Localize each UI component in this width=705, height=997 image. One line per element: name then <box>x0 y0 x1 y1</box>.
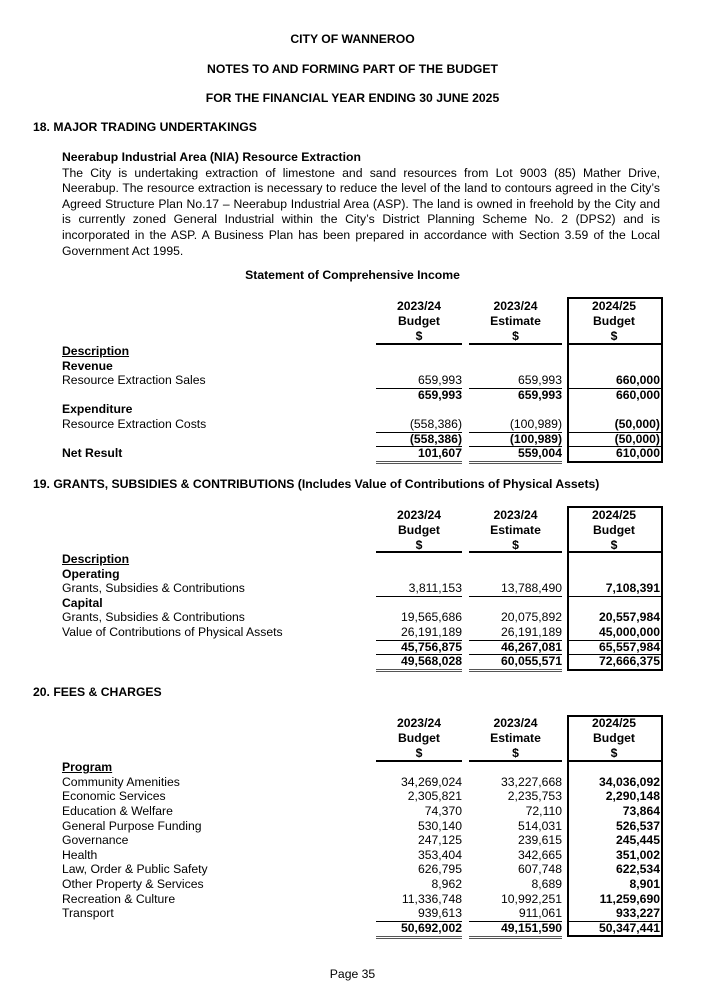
table-row: Economic Services 2,305,821 2,235,753 2,290,148 <box>62 789 660 803</box>
double-underline <box>376 461 462 467</box>
table-row: Law, Order & Public Safety 626,795 607,748 622,534 <box>62 862 660 876</box>
program-label: Program <box>62 760 113 774</box>
col-header-budget-2425: 2024/25 Budget $ <box>591 299 637 343</box>
col-header-budget-2324: 2023/24 Budget $ <box>396 716 442 760</box>
col-header-estimate-2324: 2023/24 Estimate $ <box>490 716 541 760</box>
capital-label: Capital <box>62 596 103 610</box>
note-18-paragraph <box>62 150 660 259</box>
note-20-title: 20. FEES & CHARGES <box>33 685 162 699</box>
double-underline <box>469 669 562 675</box>
double-underline <box>469 936 562 942</box>
table-row: Community Amenities 34,269,024 33,227,668 34,036,092 <box>62 775 660 789</box>
double-underline <box>376 669 462 675</box>
double-underline <box>469 461 562 467</box>
description-label: Description <box>62 552 130 566</box>
grand-total-row: 49,568,028 60,055,571 72,666,375 <box>401 654 660 668</box>
table-row: Resource Extraction Sales 659,993 659,993 660,000 <box>62 373 660 387</box>
total-row: 50,692,002 49,151,590 50,347,441 <box>401 921 660 935</box>
note-18-subheading: Neerabup Industrial Area (NIA) Resource Extraction <box>62 150 361 164</box>
table-row: Grants, Subsidies & Contributions 19,565,686 20,075,892 20,557,984 <box>62 610 660 624</box>
document-subtitle: NOTES TO AND FORMING PART OF THE BUDGET <box>207 62 498 76</box>
table-row: General Purpose Funding 530,140 514,031 526,537 <box>62 819 660 833</box>
capital-total-row: 45,756,875 46,267,081 65,557,984 <box>401 640 660 654</box>
note-19-title: 19. GRANTS, SUBSIDIES & CONTRIBUTIONS (Includes Value of Contributions of Physical Assets) <box>33 477 600 491</box>
table-row: Other Property & Services 8,962 8,689 8,901 <box>62 877 660 891</box>
document-period: FOR THE FINANCIAL YEAR ENDING 30 JUNE 2025 <box>205 91 500 105</box>
expenditure-label: Expenditure <box>62 402 133 416</box>
col-header-estimate-2324: 2023/24 Estimate $ <box>490 508 541 552</box>
operating-label: Operating <box>62 567 120 581</box>
revenue-label: Revenue <box>62 359 113 373</box>
table-row: Health 353,404 342,665 351,002 <box>62 848 660 862</box>
net-result-row: Net Result 101,607 559,004 610,000 <box>62 446 660 460</box>
note-18-title: 18. MAJOR TRADING UNDERTAKINGS <box>33 120 257 134</box>
revenue-total-row: 659,993 659,993 660,000 <box>417 388 660 402</box>
table-row: Grants, Subsidies & Contributions 3,811,153 13,788,490 7,108,391 <box>62 581 660 595</box>
col-header-budget-2324: 2023/24 Budget $ <box>396 299 442 343</box>
col-header-budget-2425: 2024/25 Budget $ <box>591 508 637 552</box>
table-row: Transport 939,613 911,061 933,227 <box>62 906 660 920</box>
expenditure-total-row: (558,386) (100,989) (50,000) <box>409 432 660 446</box>
note-18-body: The City is undertaking extraction of limestone and sand resources from Lot 9003 (85) Mather Drive, Neerabup. The resource extraction is necessary to reduce the level of the land to contours agreed in the City’s Agreed Structure Plan No.17 – Neerabup Industrial Area (ASP). The land is owned in freehold by the City and is currently zoned General Industrial within the City’s District Planning Scheme No. 2 (DPS2) and is incorporated in the ASP. A Business Plan has been prepared in accordance with Section 3.59 of the Local Government Act 1995. <box>62 165 660 258</box>
table-row: Recreation & Culture 11,336,748 10,992,251 11,259,690 <box>62 892 660 906</box>
page-number: Page 35 <box>329 967 376 981</box>
col-header-estimate-2324: 2023/24 Estimate $ <box>490 299 541 343</box>
col-header-budget-2425: 2024/25 Budget $ <box>591 716 637 760</box>
document-org-title: CITY OF WANNEROO <box>290 32 415 46</box>
statement-title: Statement of Comprehensive Income <box>245 268 460 282</box>
description-label: Description <box>62 344 130 358</box>
col-header-budget-2324: 2023/24 Budget $ <box>396 508 442 552</box>
table-row: Governance 247,125 239,615 245,445 <box>62 833 660 847</box>
table-row: Resource Extraction Costs (558,386) (100,989) (50,000) <box>62 417 660 431</box>
table-row: Education & Welfare 74,370 72,110 73,864 <box>62 804 660 818</box>
table-row: Value of Contributions of Physical Assets 26,191,189 26,191,189 45,000,000 <box>62 625 660 639</box>
double-underline <box>376 936 462 942</box>
